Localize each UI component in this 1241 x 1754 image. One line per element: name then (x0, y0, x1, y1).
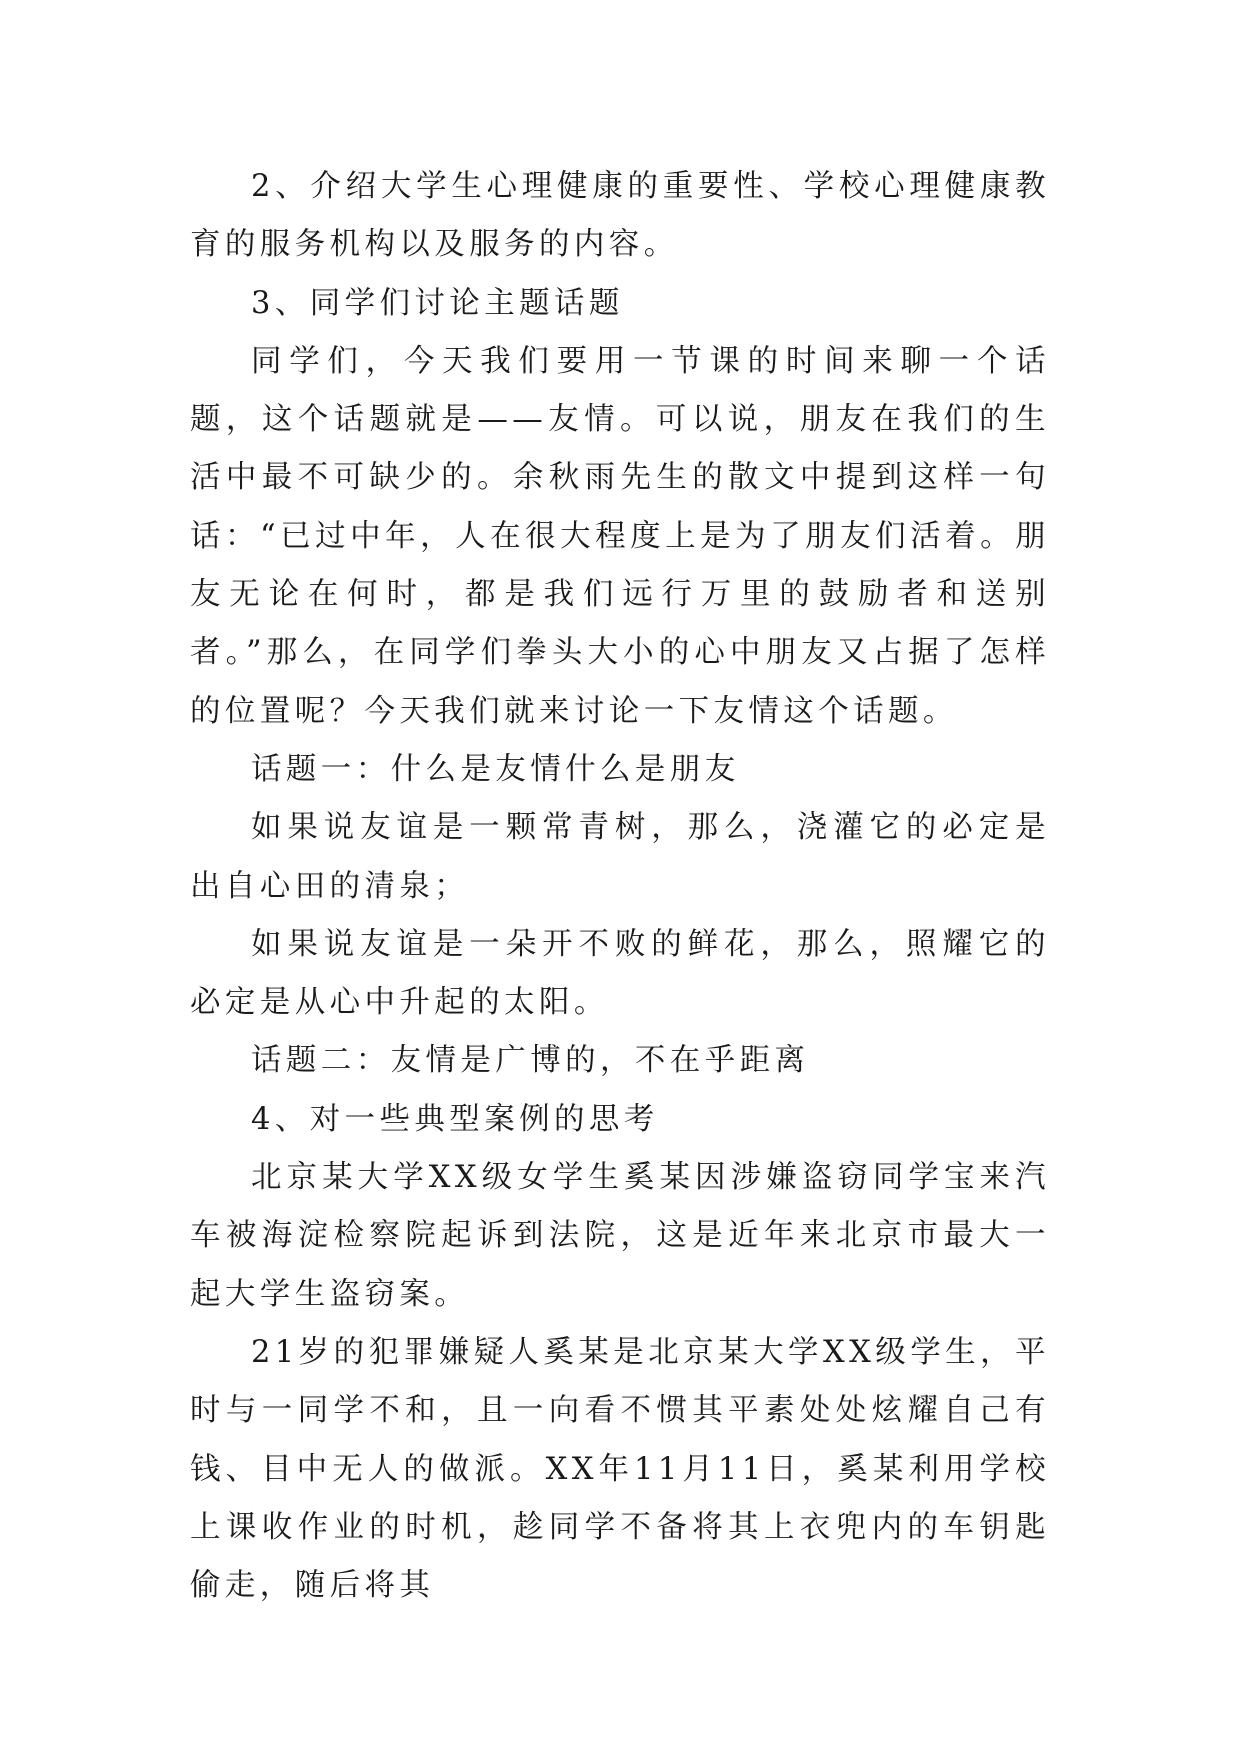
document-body (190, 158, 1050, 1615)
paragraph-point-4: 4、对一些典型案例的思考 (251, 1101, 659, 1137)
paragraph-case-details: 21岁的犯罪嫌疑人奚某是北京某大学XX级学生，平时与一同学不和，且一向看不惯其平素处处炫耀自己有钱、目中无人的做派。XX年11月11日，奚某利用学校上课收作业的时机，趁同学不备将其上衣兜内的车钥匙偷走，随后将其 (190, 1334, 1050, 1604)
paragraph-topic-2: 话题二：友情是广博的，不在乎距离 (251, 1043, 810, 1079)
paragraph-friendship-intro: 同学们，今天我们要用一节课的时间来聊一个话题，这个话题就是——友情。可以说，朋友在我们的生活中最不可缺少的。余秋雨先生的散文中提到这样一句话：“已过中年，人在很大程度上是为了朋友们活着。朋友无论在何时，都是我们远行万里的鼓励者和送别者。”那么，在同学们拳头大小的心中朋友又占据了怎样的位置呢？今天我们就来讨论一下友情这个话题。 (190, 343, 1050, 729)
paragraph-point-3: 3、同学们讨论主题话题 (251, 285, 624, 321)
paragraph-flower: 如果说友谊是一朵开不败的鲜花，那么，照耀它的必定是从心中升起的太阳。 (190, 926, 1050, 1021)
paragraph-case-summary: 北京某大学XX级女学生奚某因涉嫌盗窃同学宝来汽车被海淀检察院起诉到法院，这是近年来北京市最大一起大学生盗窃案。 (190, 1160, 1050, 1312)
paragraph-point-2: 2、介绍大学生心理健康的重要性、学校心理健康教育的服务机构以及服务的内容。 (190, 169, 1050, 263)
paragraph-evergreen: 如果说友谊是一颗常青树，那么，浇灌它的必定是出自心田的清泉； (190, 810, 1050, 904)
paragraph-topic-1: 话题一：什么是友情什么是朋友 (251, 751, 740, 787)
